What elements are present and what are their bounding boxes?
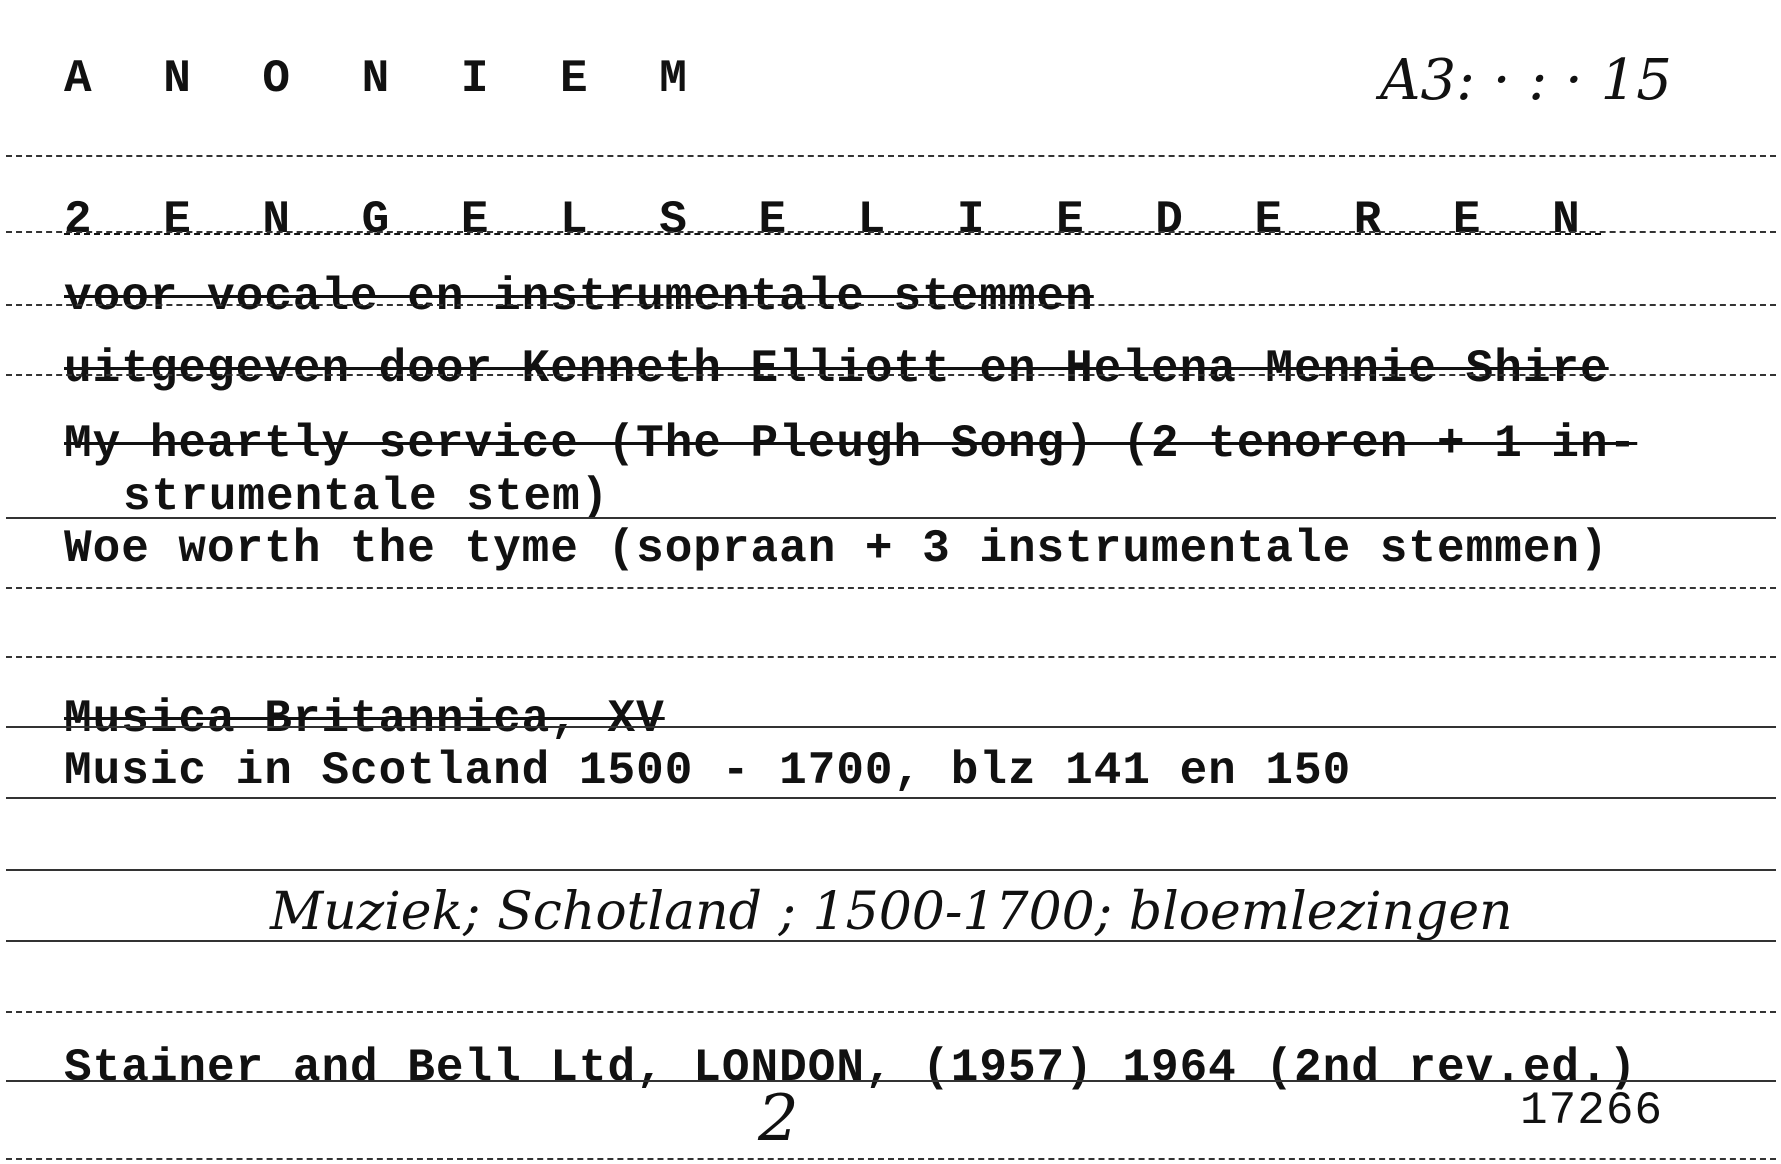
editors: uitgegeven door Kenneth Elliott en Helena Mennie Shire — [64, 343, 1609, 395]
ruled-line — [6, 304, 1776, 306]
accession-number: 17266 — [1520, 1085, 1664, 1137]
ruled-line — [6, 1011, 1776, 1013]
copies-handwritten: 2 — [758, 1082, 799, 1156]
ruled-line — [6, 517, 1776, 519]
publisher: Stainer and Bell Ltd, LONDON, (1957) 1964 (2nd rev.ed.) — [64, 1042, 1638, 1094]
ruled-line — [6, 231, 1776, 233]
ruled-line — [6, 374, 1776, 376]
song-2: Woe worth the tyme (sopraan + 3 instrumentale stemmen) — [64, 523, 1609, 575]
song-1-line-1: My heartly service (The Pleugh Song) (2 tenoren + 1 in- — [64, 418, 1638, 470]
ruled-line — [6, 656, 1776, 658]
ruled-line — [6, 155, 1776, 157]
song-1-line-2: strumentale stem) — [123, 471, 610, 523]
title: 2 E N G E L S E L I E D E R E N — [64, 194, 1602, 246]
series-2: Music in Scotland 1500 - 1700, blz 141 en 150 — [64, 745, 1352, 797]
ruled-line — [6, 587, 1776, 589]
ruled-line — [6, 869, 1776, 871]
ruled-line — [6, 1080, 1776, 1082]
subjects-handwritten: Muziek; Schotland ; 1500-1700; bloemlezingen — [270, 882, 1513, 942]
shelfmark-handwritten: A3: · : · 15 — [1380, 48, 1672, 113]
series-1: Musica Britannica, XV — [64, 693, 665, 745]
ruled-line — [6, 726, 1776, 728]
ruled-line — [6, 797, 1776, 799]
subtitle: voor vocale en instrumentale stemmen — [64, 271, 1094, 323]
ruled-line — [6, 1158, 1776, 1160]
author-heading: A N O N I E M — [64, 53, 709, 105]
ruled-line — [6, 940, 1776, 942]
